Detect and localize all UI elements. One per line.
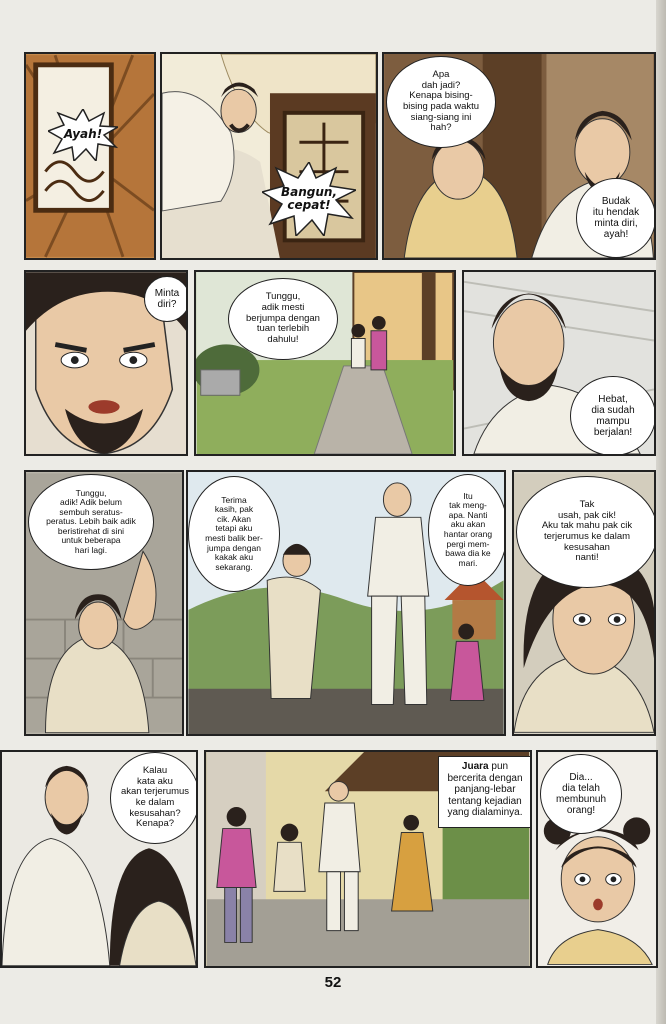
panel-r1-c1-window — [24, 52, 156, 260]
panel-r3-c1-boy — [24, 470, 184, 736]
caption-name: Juara — [461, 761, 489, 772]
panel-r3-c3-boy-closeup — [512, 470, 656, 736]
sfx-bangun-cepat-text: Bangun, cepat! — [280, 184, 338, 212]
speech-bubble-wife: Apa dah jadi? Kenapa bising- bising pada waktu siang-siang ini hah? — [386, 56, 496, 148]
speech-bubble-terima-kasih: Terima kasih, pak cik. Akan tetapi aku mesti balik ber- jumpa dengan kakak aku sekarang. — [188, 476, 280, 592]
page-number: 52 — [324, 974, 342, 991]
panel-r4-c2-group — [204, 750, 532, 968]
speech-bubble-tak-usah: Tak usah, pak cik! Aku tak mahu pak cik terjerumus ke dalam kesusahan nanti! — [516, 476, 656, 588]
panel-r4-c3-sister — [536, 750, 658, 968]
sfx-bangun-cepat — [262, 162, 356, 236]
speech-bubble-minta-diri: Minta diri? — [144, 276, 188, 322]
sfx-ayah-text: Ayah! — [63, 127, 103, 142]
panel-r1-c3-door — [382, 52, 656, 260]
speech-bubble-dia-telah: Dia... dia telah membunuh orang! — [540, 754, 622, 834]
sfx-ayah — [48, 109, 118, 161]
speech-bubble-hebat: Hebat, dia sudah mampu berjalan! — [570, 376, 656, 456]
speech-bubble-tunggu-adik-mesti: Tunggu, adik mesti berjumpa dengan tuan terlebih dahulu! — [228, 278, 338, 360]
speech-bubble-husband: Budak itu hendak minta diri, ayah! — [576, 178, 656, 258]
panel-r4-c1-master-boy — [0, 750, 198, 968]
caption-text: pun bercerita dengan panjang-lebar tentang kejadian yang dialaminya. — [447, 761, 523, 818]
panel-r2-c3-master — [462, 270, 656, 456]
panel-r3-c2-yard — [186, 470, 506, 736]
panel-r1-c2-bed — [160, 52, 378, 260]
panel-r2-c2-courtyard — [194, 270, 456, 456]
speech-bubble-tunggu-adik-belum: Tunggu, adik! Adik belum sembuh seratus- peratus. Lebih baik adik beristirehat di sini untuk beberapa hari lagi. — [28, 474, 154, 570]
narration-caption — [438, 756, 532, 828]
speech-bubble-itu-tak-mengapa: Itu tak meng- apa. Nanti aku akan hantar orang pergi mem- bawa dia ke mari. — [428, 474, 506, 586]
speech-bubble-kalau-kata: Kalau kata aku akan terjerumus ke dalam kesusahan? Kenapa? — [110, 752, 198, 844]
panel-r2-c1-closeup — [24, 270, 188, 456]
